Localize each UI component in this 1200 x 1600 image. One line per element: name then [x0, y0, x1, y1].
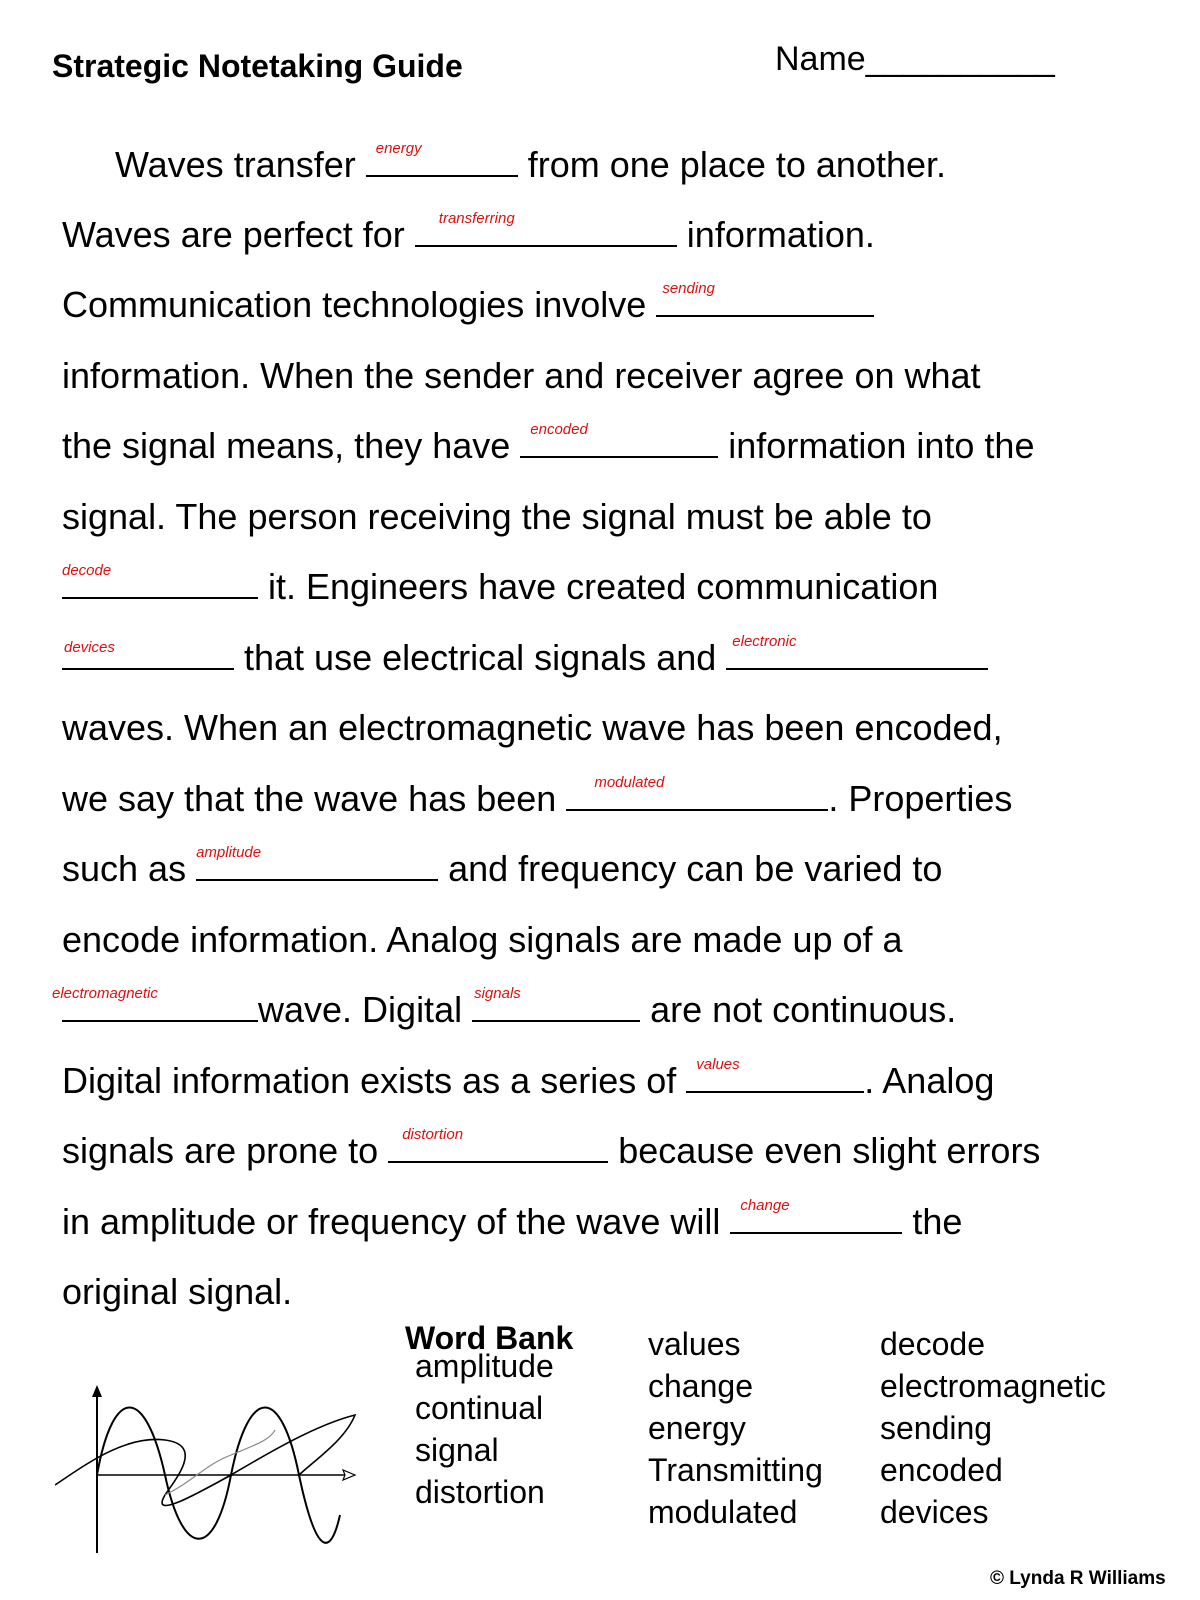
answer-blank	[366, 140, 518, 177]
passage-line-6: signal. The person receiving the signal must be able to	[62, 496, 932, 537]
passage-line-1: Waves transfer energy from one place to another.	[115, 140, 947, 185]
answer-blank	[566, 774, 828, 811]
word-bank-item: signal	[415, 1432, 499, 1468]
word-bank-item: amplitude	[415, 1348, 554, 1384]
passage-line-7: decode it. Engineers have created communication	[62, 562, 939, 607]
passage-line-17: original signal.	[62, 1271, 293, 1312]
passage-line-8: devices that use electrical signals and electronic	[62, 636, 988, 680]
word-bank-item: encoded	[880, 1452, 1003, 1488]
handwritten-answer: values	[696, 1056, 740, 1073]
name-field-label: Name__________	[775, 40, 1055, 78]
passage-line-4: information. When the sender and receiver agree on what	[62, 355, 981, 396]
answer-blank	[726, 633, 988, 670]
answer-blank	[656, 280, 874, 317]
answer-blank	[388, 1126, 608, 1163]
word-bank-item: values	[648, 1326, 741, 1362]
word-bank-item: modulated	[648, 1494, 798, 1530]
word-bank-item: change	[648, 1368, 753, 1404]
answer-blank	[415, 210, 677, 247]
handwritten-answer: energy	[375, 140, 422, 157]
answer-blank	[62, 638, 234, 670]
handwritten-answer: sending	[662, 280, 715, 297]
page-title: Strategic Notetaking Guide	[52, 48, 463, 84]
answer-blank	[686, 1056, 864, 1093]
handwritten-answer: electronic	[732, 633, 797, 650]
handwritten-answer: transferring	[438, 210, 515, 227]
answer-blank	[520, 421, 718, 458]
word-bank-item: distortion	[415, 1474, 545, 1510]
handwritten-answer: signals	[474, 985, 521, 1002]
answer-blank	[472, 985, 640, 1022]
word-bank-item: sending	[880, 1410, 993, 1446]
word-bank-item: decode	[880, 1326, 985, 1362]
passage-line-13: electromagnetic wave. Digital signals are not continuous.	[52, 985, 957, 1030]
passage-line-14: Digital information exists as a series of values . Analog	[62, 1056, 995, 1101]
electromagnetic-wave-illustration	[55, 1385, 375, 1555]
passage-line-11: such as amplitude and frequency can be varied to	[62, 844, 943, 889]
handwritten-answer: devices	[64, 639, 115, 656]
handwritten-answer: electromagnetic	[52, 985, 158, 1002]
handwritten-answer: distortion	[402, 1126, 464, 1143]
handwritten-answer: modulated	[594, 774, 665, 791]
passage-line-15: signals are prone to distortion because even slight errors	[62, 1126, 1041, 1171]
word-bank-item: devices	[880, 1494, 989, 1530]
copyright-notice: © Lynda R Williams	[990, 1568, 1166, 1589]
passage-line-3: Communication technologies involve sending	[62, 283, 874, 327]
word-bank-column-3	[880, 1323, 1106, 1533]
answer-blank	[52, 985, 258, 1022]
answer-blank	[196, 844, 438, 881]
handwritten-answer: change	[740, 1197, 790, 1214]
word-bank-item: continual	[415, 1390, 544, 1426]
passage-line-9: waves. When an electromagnetic wave has been encoded,	[62, 707, 1003, 748]
answer-blank	[62, 562, 258, 599]
handwritten-answer: amplitude	[196, 844, 262, 861]
passage-line-16: in amplitude or frequency of the wave will change the	[62, 1197, 963, 1242]
passage-line-2: Waves are perfect for transferring information.	[62, 210, 875, 255]
handwritten-answer: encoded	[530, 421, 588, 438]
word-bank-title: Word Bank	[405, 1320, 574, 1356]
passage-line-5: the signal means, they have encoded information into the	[62, 421, 1035, 466]
word-bank-item: energy	[648, 1410, 746, 1446]
handwritten-answer: decode	[62, 562, 112, 579]
word-bank-item: Transmitting	[648, 1452, 823, 1488]
answer-blank	[730, 1197, 902, 1234]
word-bank-column-2	[648, 1323, 823, 1533]
passage-line-10: we say that the wave has been modulated . Properties	[62, 774, 1013, 819]
word-bank-item: electromagnetic	[880, 1368, 1106, 1404]
word-bank-column-1	[415, 1345, 554, 1513]
passage-line-12: encode information. Analog signals are made up of a	[62, 919, 903, 960]
